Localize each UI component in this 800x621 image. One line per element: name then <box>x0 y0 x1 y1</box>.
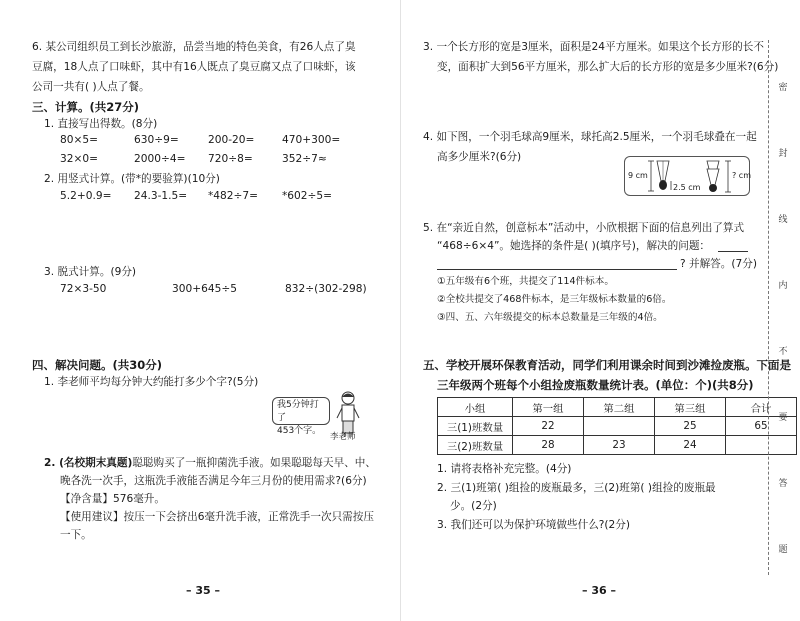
seal-char: 答 <box>778 479 788 489</box>
bubble-line2: 453个字。 <box>277 426 322 436</box>
table-header-row <box>438 398 797 417</box>
seal-char: 密 <box>778 83 788 93</box>
page-number-right: – 36 – <box>582 584 616 597</box>
q3-line2: 变，面积扩大到56平方厘米，那么扩大后的长方形的宽是多少厘米?(6分) <box>437 61 779 73</box>
solve-q2-line2: 晚各洗一次手，这瓶洗手液能否满足今年三月份的使用需求?(6分) <box>60 475 367 487</box>
solve-q1-text: 1. 李老师平均每分钟大约能打多少个字?(5分) <box>44 376 259 388</box>
table-header-cell: 小组 <box>438 398 513 417</box>
table-header-cell: 第一组 <box>513 398 584 417</box>
bottle-stats-table <box>437 397 797 455</box>
solve-q2-line1-text: 聪聪购买了一瓶抑菌洗手液。如果聪聪每天早、中、 <box>132 457 376 469</box>
q5-answer-blank1[interactable] <box>718 251 748 252</box>
calc-item: *482÷7= <box>208 190 259 202</box>
calc-item: 832÷(302-298) <box>285 283 367 295</box>
table-cell: 65 <box>726 417 797 436</box>
calc-item: 470+300= <box>282 134 341 146</box>
seal-char: 线 <box>778 215 788 225</box>
sec5-q3: 3. 我们还可以为保护环境做些什么?(2分) <box>437 519 631 531</box>
calc-item: 300+645÷5 <box>172 283 237 295</box>
bubble-line1: 我5分钟打了 <box>277 400 319 423</box>
table-cell: 23 <box>584 436 655 455</box>
q5-condition2: ②全校共提交了468件标本，是三年级标本数量的6倍。 <box>437 294 672 305</box>
calc-item: *602÷5= <box>282 190 333 202</box>
section4-title: 四、解决问题。(共30分) <box>32 358 163 372</box>
calc-item: 200-20= <box>208 134 255 146</box>
q6-line3: 公司一共有( )人点了餐。 <box>32 81 150 93</box>
solve-q2-line3: 【净含量】576毫升。 <box>60 493 165 505</box>
q4-line1: 4. 如下图，一个羽毛球高9厘米，球托高2.5厘米，一个羽毛球叠在一起 <box>423 131 757 143</box>
table-cell: 28 <box>513 436 584 455</box>
calc-item: 2000÷4= <box>134 153 186 165</box>
table-cell-blank[interactable] <box>726 436 797 455</box>
table-cell: 24 <box>655 436 726 455</box>
table-cell-blank[interactable] <box>584 417 655 436</box>
q6-line1: 6. 某公司组织员工到长沙旅游，品尝当地的特色美食，有26人点了臭 <box>32 41 356 53</box>
calc-q3-title: 3. 脱式计算。(9分) <box>44 266 137 278</box>
page-number-left: – 35 – <box>186 584 220 597</box>
seal-char: 不 <box>778 347 788 357</box>
sec5-q2-line1: 2. 三(1)班第( )组捡的废瓶最多，三(2)班第( )组捡的废瓶最 <box>437 482 716 494</box>
q5-line2: “468÷6×4”。她选择的条件是( )(填序号)，解决的问题： <box>437 240 711 252</box>
page-divider <box>400 0 401 621</box>
q5-line3: ? 并解答。(7分) <box>680 258 757 270</box>
speech-bubble <box>272 397 330 436</box>
fig-label-right: ? cm <box>732 171 751 180</box>
calc-item: 352÷7≈ <box>282 153 327 165</box>
solve-q2-line5: 一下。 <box>60 529 92 541</box>
table-cell: 25 <box>655 417 726 436</box>
q5-answer-blank2[interactable] <box>437 269 677 270</box>
table-row <box>438 436 797 455</box>
solve-q2-tag: 2. (名校期末真题) <box>44 457 133 469</box>
solve-q2-line1 <box>44 456 376 470</box>
seal-char: 题 <box>778 545 788 555</box>
sec5-q2-line2: 少。(2分) <box>450 500 497 512</box>
fig-label-left: 9 cm <box>628 171 648 180</box>
section3-title: 三、计算。(共27分) <box>32 100 140 114</box>
q5-condition3: ③四、五、六年级提交的标本总数量是三年级的4倍。 <box>437 312 663 323</box>
q3-line1: 3. 一个长方形的宽是3厘米，面积是24平方厘米。如果这个长方形的长不 <box>423 41 764 53</box>
table-header-cell: 第三组 <box>655 398 726 417</box>
q5-condition1: ①五年级有6个班，共提交了114件标本。 <box>437 276 614 287</box>
section5-line2: 三年级两个班每个小组捡废瓶数量统计表。(单位：个)(共8分) <box>437 378 754 392</box>
q5-line1: 5. 在“亲近自然，创意标本”活动中，小欣根据下面的信息列出了算式 <box>423 222 745 234</box>
calc-item: 720÷8= <box>208 153 253 165</box>
calc-item: 5.2+0.9= <box>60 190 112 202</box>
teacher-label: 李老师 <box>330 432 356 442</box>
calc-q2-title: 2. 用竖式计算。(带*的要验算)(10分) <box>44 173 220 185</box>
q4-line2: 高多少厘米?(6分) <box>437 151 522 163</box>
calc-item: 630÷9= <box>134 134 179 146</box>
calc-q1-title: 1. 直接写出得数。(8分) <box>44 118 158 130</box>
calc-item: 80×5= <box>60 134 98 146</box>
sec5-q1: 1. 请将表格补充完整。(4分) <box>437 463 572 475</box>
table-row <box>438 417 797 436</box>
seal-line <box>768 40 769 575</box>
fig-label-mid: 2.5 cm <box>673 183 701 192</box>
seal-char: 封 <box>778 149 788 159</box>
calc-item: 32×0= <box>60 153 98 165</box>
seal-char: 要 <box>778 413 788 423</box>
calc-item: 24.3-1.5= <box>134 190 188 202</box>
solve-q2-line4: 【使用建议】按压一下会挤出6毫升洗手液，正常洗手一次只需按压 <box>60 511 374 523</box>
table-header-cell: 第二组 <box>584 398 655 417</box>
seal-char: 内 <box>778 281 788 291</box>
shuttlecock-figure <box>624 156 750 196</box>
section5-line1: 五、学校开展环保教育活动，同学们利用课余时间到沙滩捡废瓶。下面是 <box>423 358 791 372</box>
table-cell: 22 <box>513 417 584 436</box>
q6-line2: 豆腐，18人点了口味虾，其中有16人既点了臭豆腐又点了口味虾，该 <box>32 61 356 73</box>
table-cell: 三(2)班数量 <box>438 436 513 455</box>
table-cell: 三(1)班数量 <box>438 417 513 436</box>
calc-item: 72×3-50 <box>60 283 107 295</box>
table-header-cell: 合计 <box>726 398 797 417</box>
